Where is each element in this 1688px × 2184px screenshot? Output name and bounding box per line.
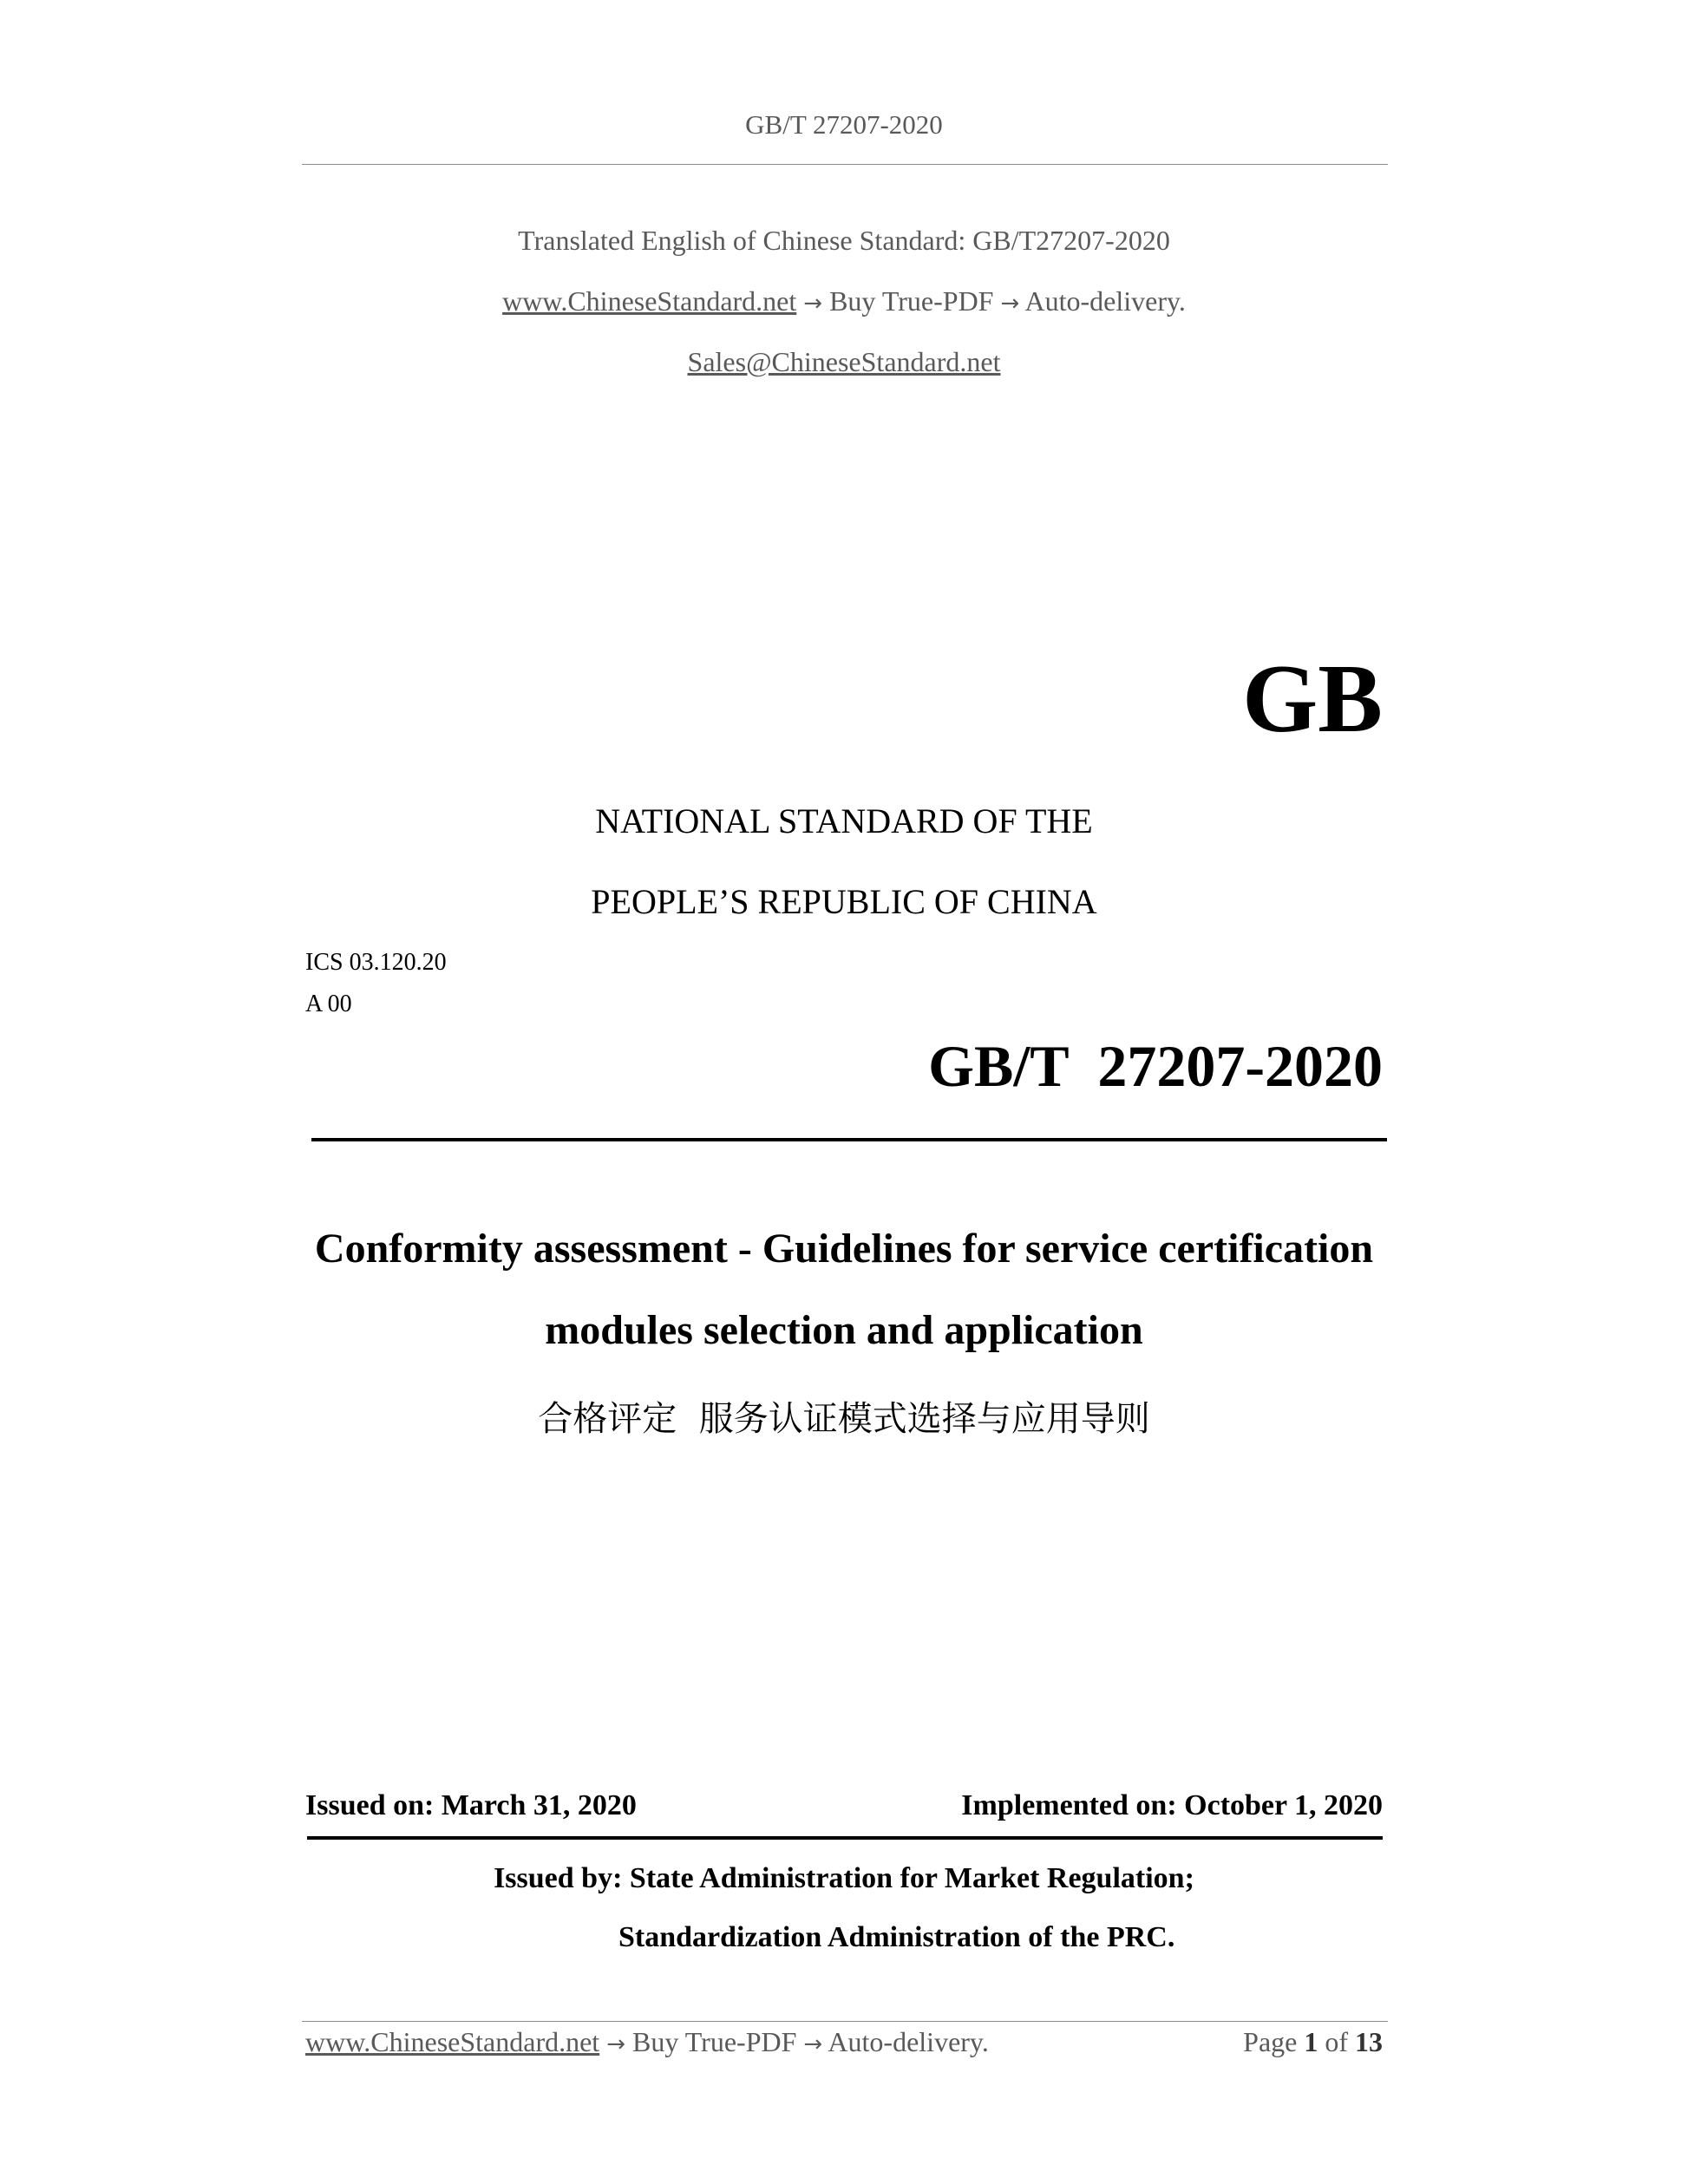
email-line bbox=[0, 346, 1688, 378]
header-rule bbox=[302, 164, 1388, 165]
arrow-right-icon: → bbox=[1000, 291, 1020, 317]
translation-note: Translated English of Chinese Standard: GB/T27207-2020 bbox=[518, 225, 1170, 256]
page-indicator bbox=[1243, 2026, 1383, 2058]
document-title-chinese: 合格评定 服务认证模式选择与应用导则 bbox=[538, 1399, 1150, 1439]
national-standard-line2: PEOPLE’S REPUBLIC OF CHINA bbox=[591, 882, 1097, 921]
of-label: of bbox=[1325, 2026, 1348, 2057]
document-title-line2: modules selection and application bbox=[545, 1307, 1143, 1353]
dates-rule bbox=[307, 1836, 1383, 1840]
page-number: 1 bbox=[1304, 2026, 1318, 2057]
footer-rule bbox=[302, 2021, 1388, 2022]
total-pages: 13 bbox=[1355, 2026, 1383, 2057]
gb-mark: GB bbox=[1242, 645, 1383, 753]
ccs-code: A 00 bbox=[305, 991, 352, 1017]
standard-number: GB/T 27207-2020 bbox=[928, 1033, 1383, 1099]
email-link[interactable]: Sales@ChineseStandard.net bbox=[687, 346, 1001, 377]
ics-code: ICS 03.120.20 bbox=[305, 949, 447, 976]
footer-buy-text: Buy True-PDF bbox=[631, 2026, 797, 2057]
running-header: GB/T 27207-2020 bbox=[745, 109, 943, 140]
document-title-line1: Conformity assessment - Guidelines for service certification bbox=[314, 1226, 1374, 1272]
arrow-right-icon: → bbox=[803, 2031, 823, 2057]
arrow-right-icon: → bbox=[606, 2031, 625, 2057]
issuer-line1: Issued by: State Administration for Market Regulation; bbox=[494, 1862, 1194, 1894]
delivery-text: Auto-delivery. bbox=[1024, 285, 1186, 317]
standard-number-rule bbox=[311, 1138, 1387, 1141]
website-link[interactable]: www.ChineseStandard.net bbox=[502, 285, 797, 317]
footer-purchase-line bbox=[305, 2026, 989, 2058]
intro-purchase-line bbox=[0, 285, 1688, 317]
issuer-line2: Standardization Administration of the PRC. bbox=[618, 1921, 1175, 1953]
arrow-right-icon: → bbox=[803, 291, 823, 317]
page-label: Page bbox=[1243, 2026, 1298, 2057]
footer-website-link[interactable]: www.ChineseStandard.net bbox=[305, 2026, 600, 2057]
footer-delivery-text: Auto-delivery. bbox=[828, 2026, 989, 2057]
issued-date: Issued on: March 31, 2020 bbox=[305, 1789, 637, 1821]
buy-text: Buy True-PDF bbox=[829, 285, 994, 317]
implemented-date: Implemented on: October 1, 2020 bbox=[961, 1789, 1383, 1821]
national-standard-line1: NATIONAL STANDARD OF THE bbox=[595, 801, 1093, 840]
